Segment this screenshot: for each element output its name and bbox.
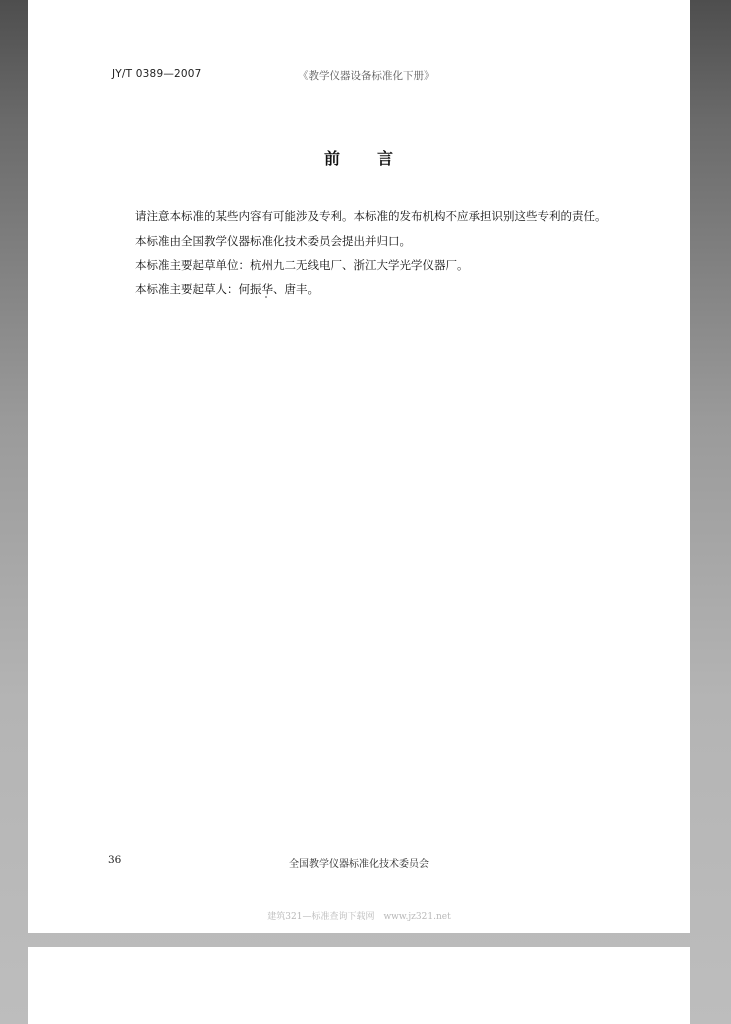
scan-speck [265, 296, 267, 298]
footer-organization: 全国教学仪器标准化技术委员会 [289, 859, 429, 870]
paragraph-drafters: 本标准主要起草人：何振华、唐丰。 [135, 282, 319, 296]
standard-code: JY/T 0389—2007 [112, 68, 202, 80]
paragraph-patent-notice: 请注意本标准的某些内容有可能涉及专利。本标准的发布机构不应承担识别这些专利的责任。 [135, 209, 607, 223]
page-title [28, 146, 690, 169]
paragraph-drafting-units: 本标准主要起草单位：杭州九二无线电厂、浙江大学光学仪器厂。 [135, 258, 469, 272]
next-page [28, 947, 690, 1024]
title-char-2: 言 [377, 149, 395, 168]
page-number: 36 [108, 854, 122, 866]
document-page [28, 0, 690, 933]
paragraph-proposer: 本标准由全国教学仪器标准化技术委员会提出并归口。 [135, 234, 411, 248]
title-char-1: 前 [323, 149, 341, 168]
watermark-text: 建筑321—标准查询下载网 www.jz321.net [267, 912, 451, 922]
book-title: 《教学仪器设备标准化下册》 [298, 70, 435, 82]
